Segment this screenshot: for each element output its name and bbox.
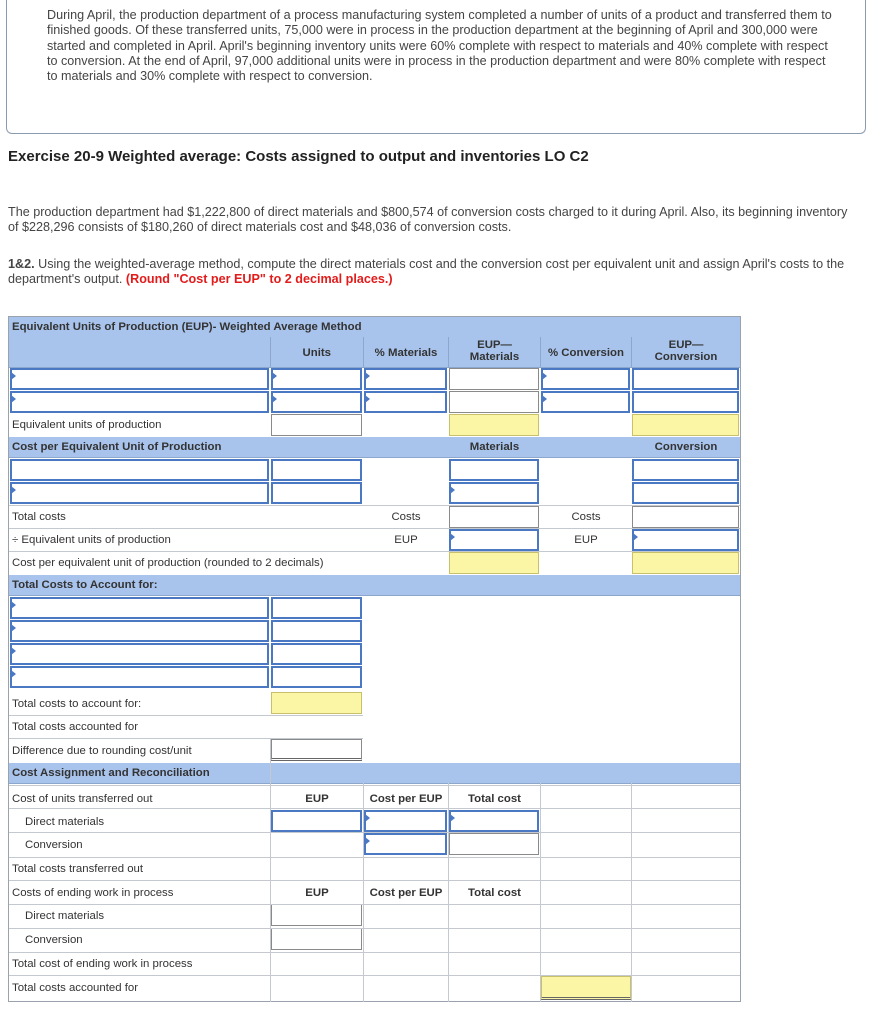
eup-divisor-materials-input[interactable] <box>449 529 539 551</box>
divided-by-eup-label: ÷ Equivalent units of production <box>12 534 171 546</box>
table-title: Equivalent Units of Production (EUP)- Weighted Average Method <box>12 321 362 333</box>
eup-divisor-conversion-input[interactable] <box>632 529 739 551</box>
transferred-total-cost-header: Total cost <box>468 793 521 805</box>
eup-row2-description-input[interactable] <box>10 391 269 413</box>
instructions-text: Using the weighted-average method, compute the direct materials cost and the conversion cost per equivalent unit and assign April's costs to the department's output. <box>8 257 845 287</box>
eup-row1-pct-conversion-input[interactable] <box>541 368 630 390</box>
total-to-account-output <box>271 692 362 714</box>
costs-label-materials: Costs <box>391 511 421 523</box>
eup-row1-eup-conversion-input[interactable] <box>632 368 739 390</box>
eup-total-label: Equivalent units of production <box>12 419 162 431</box>
eup-row1-units-input[interactable] <box>271 368 362 390</box>
transferred-dm-eup-input[interactable] <box>271 810 362 832</box>
col-eup-conversion: EUP— Conversion <box>654 339 718 363</box>
total-transferred-label: Total costs transferred out <box>12 863 144 875</box>
eup-row2-units-input[interactable] <box>271 391 362 413</box>
cost-per-eup-materials-header: Materials <box>469 441 520 453</box>
cost-per-eup-materials-output <box>449 552 539 574</box>
instructions-prefix: 1&2. <box>8 257 35 271</box>
difference-label: Difference due to rounding cost/unit <box>12 745 192 757</box>
account-row3-amount-input[interactable] <box>271 643 362 665</box>
total-costs-label: Total costs <box>12 511 66 523</box>
account-row1-description-input[interactable] <box>10 597 269 619</box>
account-row4-description-input[interactable] <box>10 666 269 688</box>
eup-label-conversion: EUP <box>574 534 598 546</box>
eup-worksheet <box>8 316 741 1002</box>
eup-row2-pct-conversion-input[interactable] <box>541 391 630 413</box>
transferred-dm-cost-input[interactable] <box>364 810 447 832</box>
ending-conv-eup-output <box>271 928 362 950</box>
ending-direct-materials-label: Direct materials <box>25 910 105 922</box>
eup-row2-eup-materials-output <box>449 391 539 413</box>
difference-output <box>271 739 362 761</box>
cost-per-eup-conversion-header: Conversion <box>654 441 718 453</box>
cost-row2-conversion-input[interactable] <box>632 482 739 504</box>
total-to-account-label: Total costs to account for: <box>12 698 142 710</box>
eup-total-conversion-output <box>632 414 739 436</box>
rounding-note: (Round "Cost per EUP" to 2 decimal places.) <box>125 272 393 287</box>
instructions <box>8 257 858 288</box>
transferred-conv-cost-input[interactable] <box>364 833 447 855</box>
cost-row2-materials-input[interactable] <box>449 482 539 504</box>
cost-per-eup-conversion-output <box>632 552 739 574</box>
problem-statement-text: During April, the production department of a process manufacturing system completed a number of units of a product and transferred them to finished goods. Of these transferred units, 75,000 were in process in the production department at the beginning of April and 300,000 were started and completed in April. April's beginning inventory units were 60% complete with respect to materials and 40% complete with respect to conversion. At the end of April, 97,000 additional units were in process in the production department and were 80% complete with respect to materials and 30% complete with respect to conversion. <box>47 8 832 84</box>
cost-row2-description-input[interactable] <box>10 482 269 504</box>
total-accounted-for-output <box>541 976 631 1000</box>
problem-statement-box <box>6 0 866 134</box>
exercise-title: Exercise 20-9 Weighted average: Costs assigned to output and inventories LO C2 <box>8 148 589 165</box>
eup-row1-eup-materials-output <box>449 368 539 390</box>
cost-assignment-title: Cost Assignment and Reconciliation <box>12 767 210 779</box>
total-accounted-label: Total costs accounted for <box>12 721 138 733</box>
ending-total-cost-header: Total cost <box>468 887 521 899</box>
ending-dm-eup-output <box>271 904 362 926</box>
total-ending-label: Total cost of ending work in process <box>12 958 193 970</box>
cost-row1-description-input[interactable] <box>10 459 269 481</box>
col-eup-materials: EUP— Materials <box>469 339 520 363</box>
account-row2-description-input[interactable] <box>10 620 269 642</box>
transferred-cost-per-eup-header: Cost per EUP <box>369 793 443 805</box>
transferred-conversion-label: Conversion <box>25 839 83 851</box>
col-units: Units <box>302 347 331 359</box>
costs-paragraph: The production department had $1,222,800 of direct materials and $800,574 of conversion costs charged to it during April. Also, its beginning inventory of $228,296 consists of $180,260 of direct materials cost and $48,036 of conversion costs. <box>8 205 848 235</box>
account-row2-amount-input[interactable] <box>271 620 362 642</box>
transferred-conv-total-output <box>449 833 539 855</box>
col-pct-conversion: % Conversion <box>548 347 624 359</box>
cost-row2-units-input[interactable] <box>271 482 362 504</box>
eup-total-units-output <box>271 414 362 436</box>
transferred-dm-total-input[interactable] <box>449 810 539 832</box>
eup-total-materials-output <box>449 414 539 436</box>
cost-row1-conversion-input[interactable] <box>632 459 739 481</box>
transferred-out-label: Cost of units transferred out <box>12 793 153 805</box>
eup-row1-description-input[interactable] <box>10 368 269 390</box>
ending-wip-label: Costs of ending work in process <box>12 887 174 899</box>
ending-conversion-label: Conversion <box>25 934 83 946</box>
costs-label-conversion: Costs <box>571 511 601 523</box>
account-row3-description-input[interactable] <box>10 643 269 665</box>
cost-per-eup-title: Cost per Equivalent Unit of Production <box>12 441 222 453</box>
transferred-eup-header: EUP <box>305 793 329 805</box>
total-costs-to-account-title: Total Costs to Account for: <box>12 579 158 591</box>
transferred-direct-materials-label: Direct materials <box>25 816 105 828</box>
cost-row1-units-input[interactable] <box>271 459 362 481</box>
eup-row2-pct-materials-input[interactable] <box>364 391 447 413</box>
eup-label-materials: EUP <box>394 534 418 546</box>
total-accounted-for-label: Total costs accounted for <box>12 982 138 994</box>
cost-per-unit-label: Cost per equivalent unit of production (rounded to 2 decimals) <box>12 557 324 569</box>
eup-row1-pct-materials-input[interactable] <box>364 368 447 390</box>
account-row4-amount-input[interactable] <box>271 666 362 688</box>
ending-cost-per-eup-header: Cost per EUP <box>369 887 443 899</box>
total-costs-conversion-output <box>632 506 739 528</box>
account-row1-amount-input[interactable] <box>271 597 362 619</box>
total-costs-materials-output <box>449 506 539 528</box>
ending-eup-header: EUP <box>305 887 329 899</box>
eup-row2-eup-conversion-input[interactable] <box>632 391 739 413</box>
col-pct-materials: % Materials <box>374 347 438 359</box>
cost-row1-materials-input[interactable] <box>449 459 539 481</box>
